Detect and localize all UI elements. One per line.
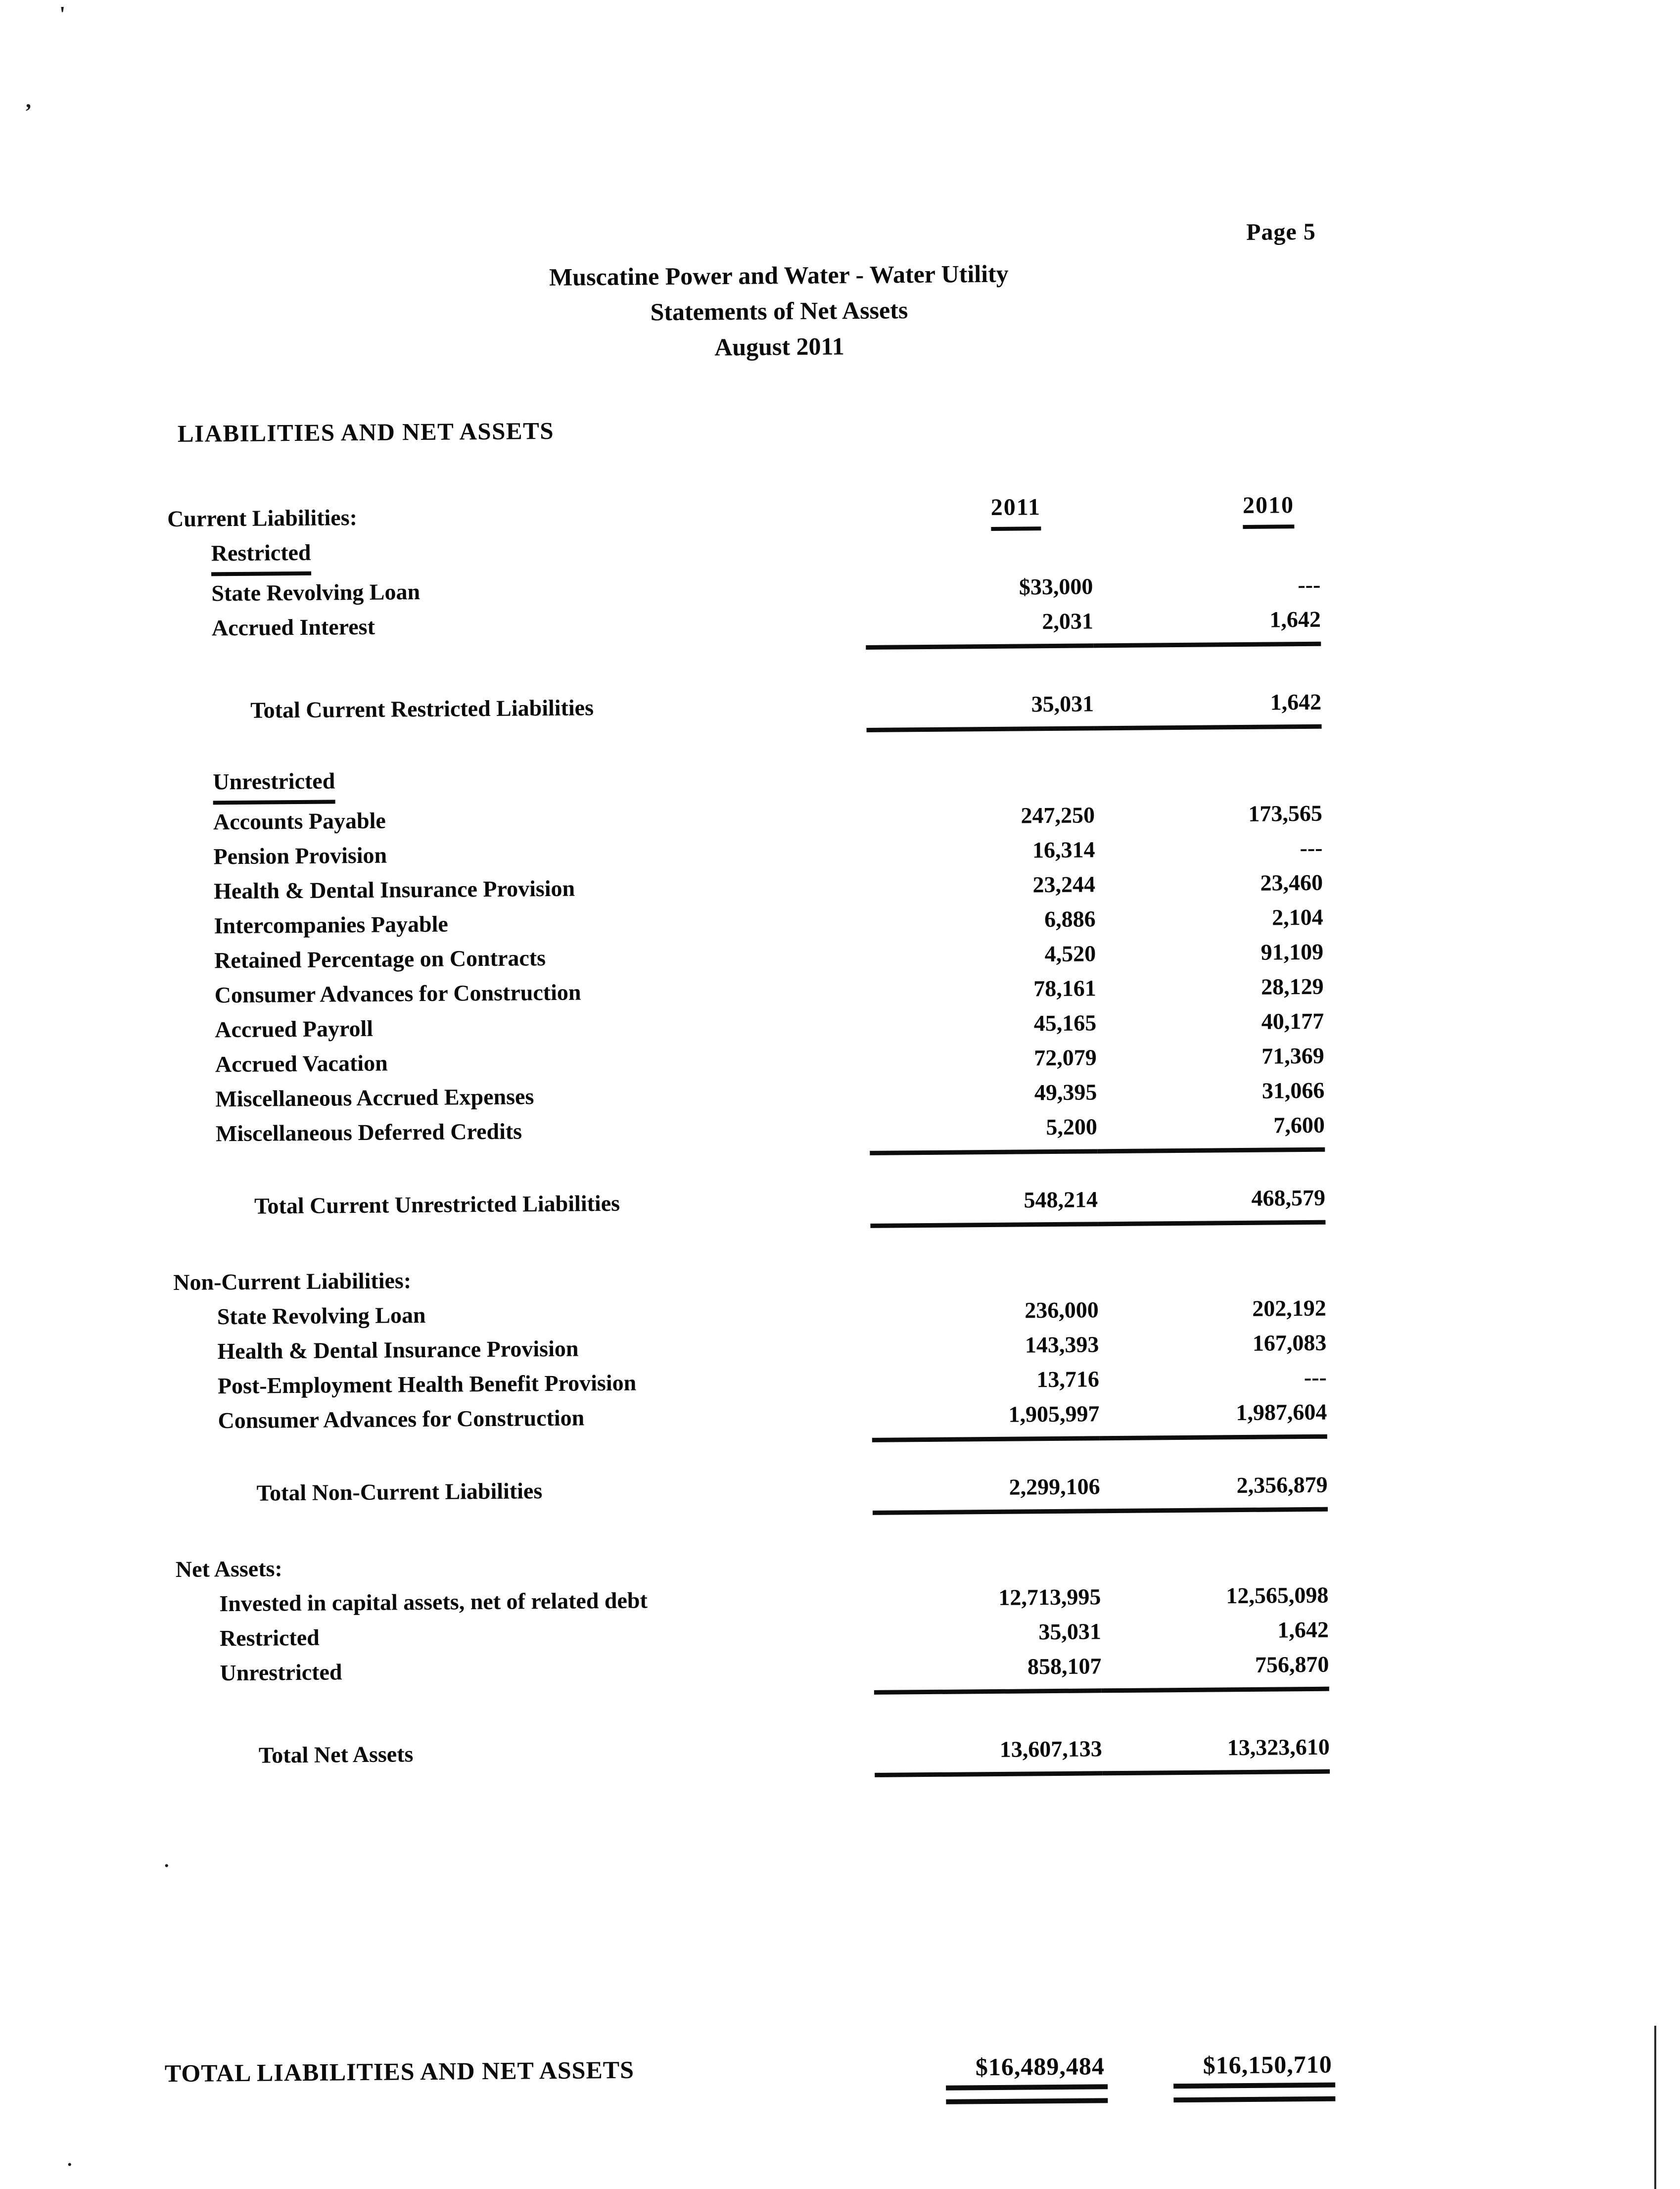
year-2011-label: 2011 [990, 490, 1041, 531]
table-row [174, 1395, 1327, 1448]
value-2010: --- [1298, 571, 1321, 598]
value-2011: 78,161 [1033, 975, 1096, 1001]
value-2010: 202,192 [1252, 1295, 1326, 1321]
value-2010: 7,600 [1097, 1108, 1325, 1154]
value-2011: 143,393 [1025, 1332, 1099, 1358]
table-row [168, 602, 1321, 655]
value-2010: 40,177 [1261, 1008, 1324, 1034]
value-2011: 236,000 [1025, 1297, 1099, 1323]
value-2010: --- [1304, 1364, 1327, 1390]
row-label: Intercompanies Payable [214, 911, 449, 939]
total-2011: 35,031 [866, 686, 1094, 732]
title-statement: Statements of Net Assets [650, 296, 908, 326]
value-2011: 13,716 [1036, 1366, 1100, 1392]
section-title: LIABILITIES AND NET ASSETS [177, 417, 555, 447]
row-label: Accrued Payroll [215, 1015, 373, 1043]
grand-total-label: TOTAL LIABILITIES AND NET ASSETS [164, 2055, 635, 2088]
total-2011: 2,299,106 [872, 1469, 1100, 1515]
value-2010: 1,987,604 [1099, 1395, 1327, 1441]
total-row [169, 685, 1322, 738]
scan-artifact: . [67, 2149, 72, 2170]
statement-table [167, 492, 1330, 1783]
row-label: Consumer Advances for Construction [218, 1405, 585, 1433]
grand-total-2010-value: $16,150,710 [1203, 2047, 1333, 2090]
total-2011: 13,607,133 [875, 1731, 1103, 1777]
total-row [175, 1468, 1328, 1521]
row-label: Invested in capital assets, net of related debt [219, 1587, 648, 1617]
value-2011: 2,031 [866, 604, 1094, 650]
total-2011: 548,214 [870, 1182, 1098, 1228]
total-2010: 1,642 [1094, 685, 1322, 731]
value-2011: $33,000 [1019, 573, 1093, 600]
value-2011: 5,200 [870, 1109, 1098, 1155]
row-label: Pension Provision [213, 842, 387, 869]
document-title-block [210, 253, 1349, 369]
value-2011: 6,886 [1044, 906, 1096, 932]
value-2010: 31,066 [1261, 1077, 1325, 1103]
total-label: Total Current Restricted Liabilities [250, 695, 594, 723]
total-label: Total Net Assets [258, 1741, 414, 1768]
value-2011: 72,079 [1034, 1045, 1097, 1071]
page-number: Page 5 [1246, 218, 1316, 245]
row-label: State Revolving Loan [211, 579, 420, 606]
scan-artifact: ' [59, 2, 66, 26]
value-2010: 756,870 [1101, 1647, 1329, 1693]
row-label: Accounts Payable [213, 808, 386, 835]
value-2011: 16,314 [1032, 837, 1095, 863]
scan-artifact: , [26, 88, 31, 112]
value-2011: 1,905,997 [872, 1396, 1100, 1442]
row-label: Accrued Vacation [215, 1050, 388, 1077]
value-2010: 12,565,098 [1226, 1582, 1329, 1609]
value-2011: 4,520 [1044, 941, 1096, 967]
value-2011: 45,165 [1033, 1010, 1097, 1036]
row-label: Miscellaneous Deferred Credits [215, 1118, 522, 1146]
row-label: Accrued Interest [211, 614, 375, 641]
value-2010: 167,083 [1252, 1330, 1327, 1356]
value-2011: 35,031 [1038, 1618, 1102, 1645]
value-2010: --- [1300, 835, 1323, 861]
row-label: Health & Dental Insurance Provision [213, 875, 575, 904]
heading-label: Current Liabilities: [167, 505, 358, 532]
total-2010: 13,323,610 [1102, 1730, 1330, 1776]
table-row [176, 1647, 1329, 1700]
row-label: Health & Dental Insurance Provision [217, 1335, 579, 1364]
value-2010: 2,104 [1271, 904, 1323, 930]
row-label: Retained Percentage on Contracts [214, 945, 546, 973]
subheading-label: Restricted [211, 535, 311, 576]
total-label: Total Current Unrestricted Liabilities [254, 1190, 620, 1219]
row-label: Restricted [219, 1624, 320, 1651]
value-2010: 71,369 [1261, 1043, 1324, 1069]
total-2010: 468,579 [1098, 1181, 1326, 1227]
value-2011: 23,244 [1032, 871, 1096, 898]
row-label: Unrestricted [220, 1659, 342, 1686]
value-2010: 1,642 [1093, 602, 1321, 648]
value-2010: 173,565 [1248, 800, 1323, 826]
grand-total-row [165, 2047, 1333, 2098]
row-label: Post-Employment Health Benefit Provision [217, 1370, 637, 1399]
row-label: Consumer Advances for Construction [214, 979, 581, 1008]
total-2010: 2,356,879 [1100, 1468, 1328, 1514]
row-label: Miscellaneous Accrued Expenses [215, 1084, 534, 1112]
table-row [172, 1108, 1325, 1161]
value-2010: 91,109 [1260, 939, 1324, 965]
grand-total-2011 [877, 2048, 1105, 2092]
value-2010: 1,642 [1277, 1617, 1329, 1643]
total-row [173, 1181, 1326, 1234]
title-period: August 2011 [714, 332, 844, 361]
total-row [177, 1730, 1330, 1783]
value-2010: 28,129 [1260, 973, 1324, 999]
value-2011: 49,395 [1034, 1079, 1097, 1105]
value-2011: 858,107 [874, 1649, 1102, 1695]
grand-total-2010 [1105, 2047, 1333, 2091]
heading-label: Non-Current Liabilities: [173, 1268, 412, 1295]
heading-label: Net Assets: [175, 1556, 282, 1582]
row-label: State Revolving Loan [217, 1302, 426, 1330]
scan-artifact: . [164, 1851, 169, 1871]
title-company: Muscatine Power and Water - Water Utility [549, 259, 1009, 291]
grand-total-2011-value: $16,489,484 [976, 2048, 1105, 2091]
value-2011: 12,713,995 [998, 1584, 1101, 1610]
year-2010-label: 2010 [1243, 488, 1295, 529]
value-2011: 247,250 [1021, 802, 1095, 828]
value-2010: 23,460 [1260, 869, 1323, 896]
total-label: Total Non-Current Liabilities [256, 1478, 543, 1506]
subheading-label: Unrestricted [213, 763, 335, 805]
